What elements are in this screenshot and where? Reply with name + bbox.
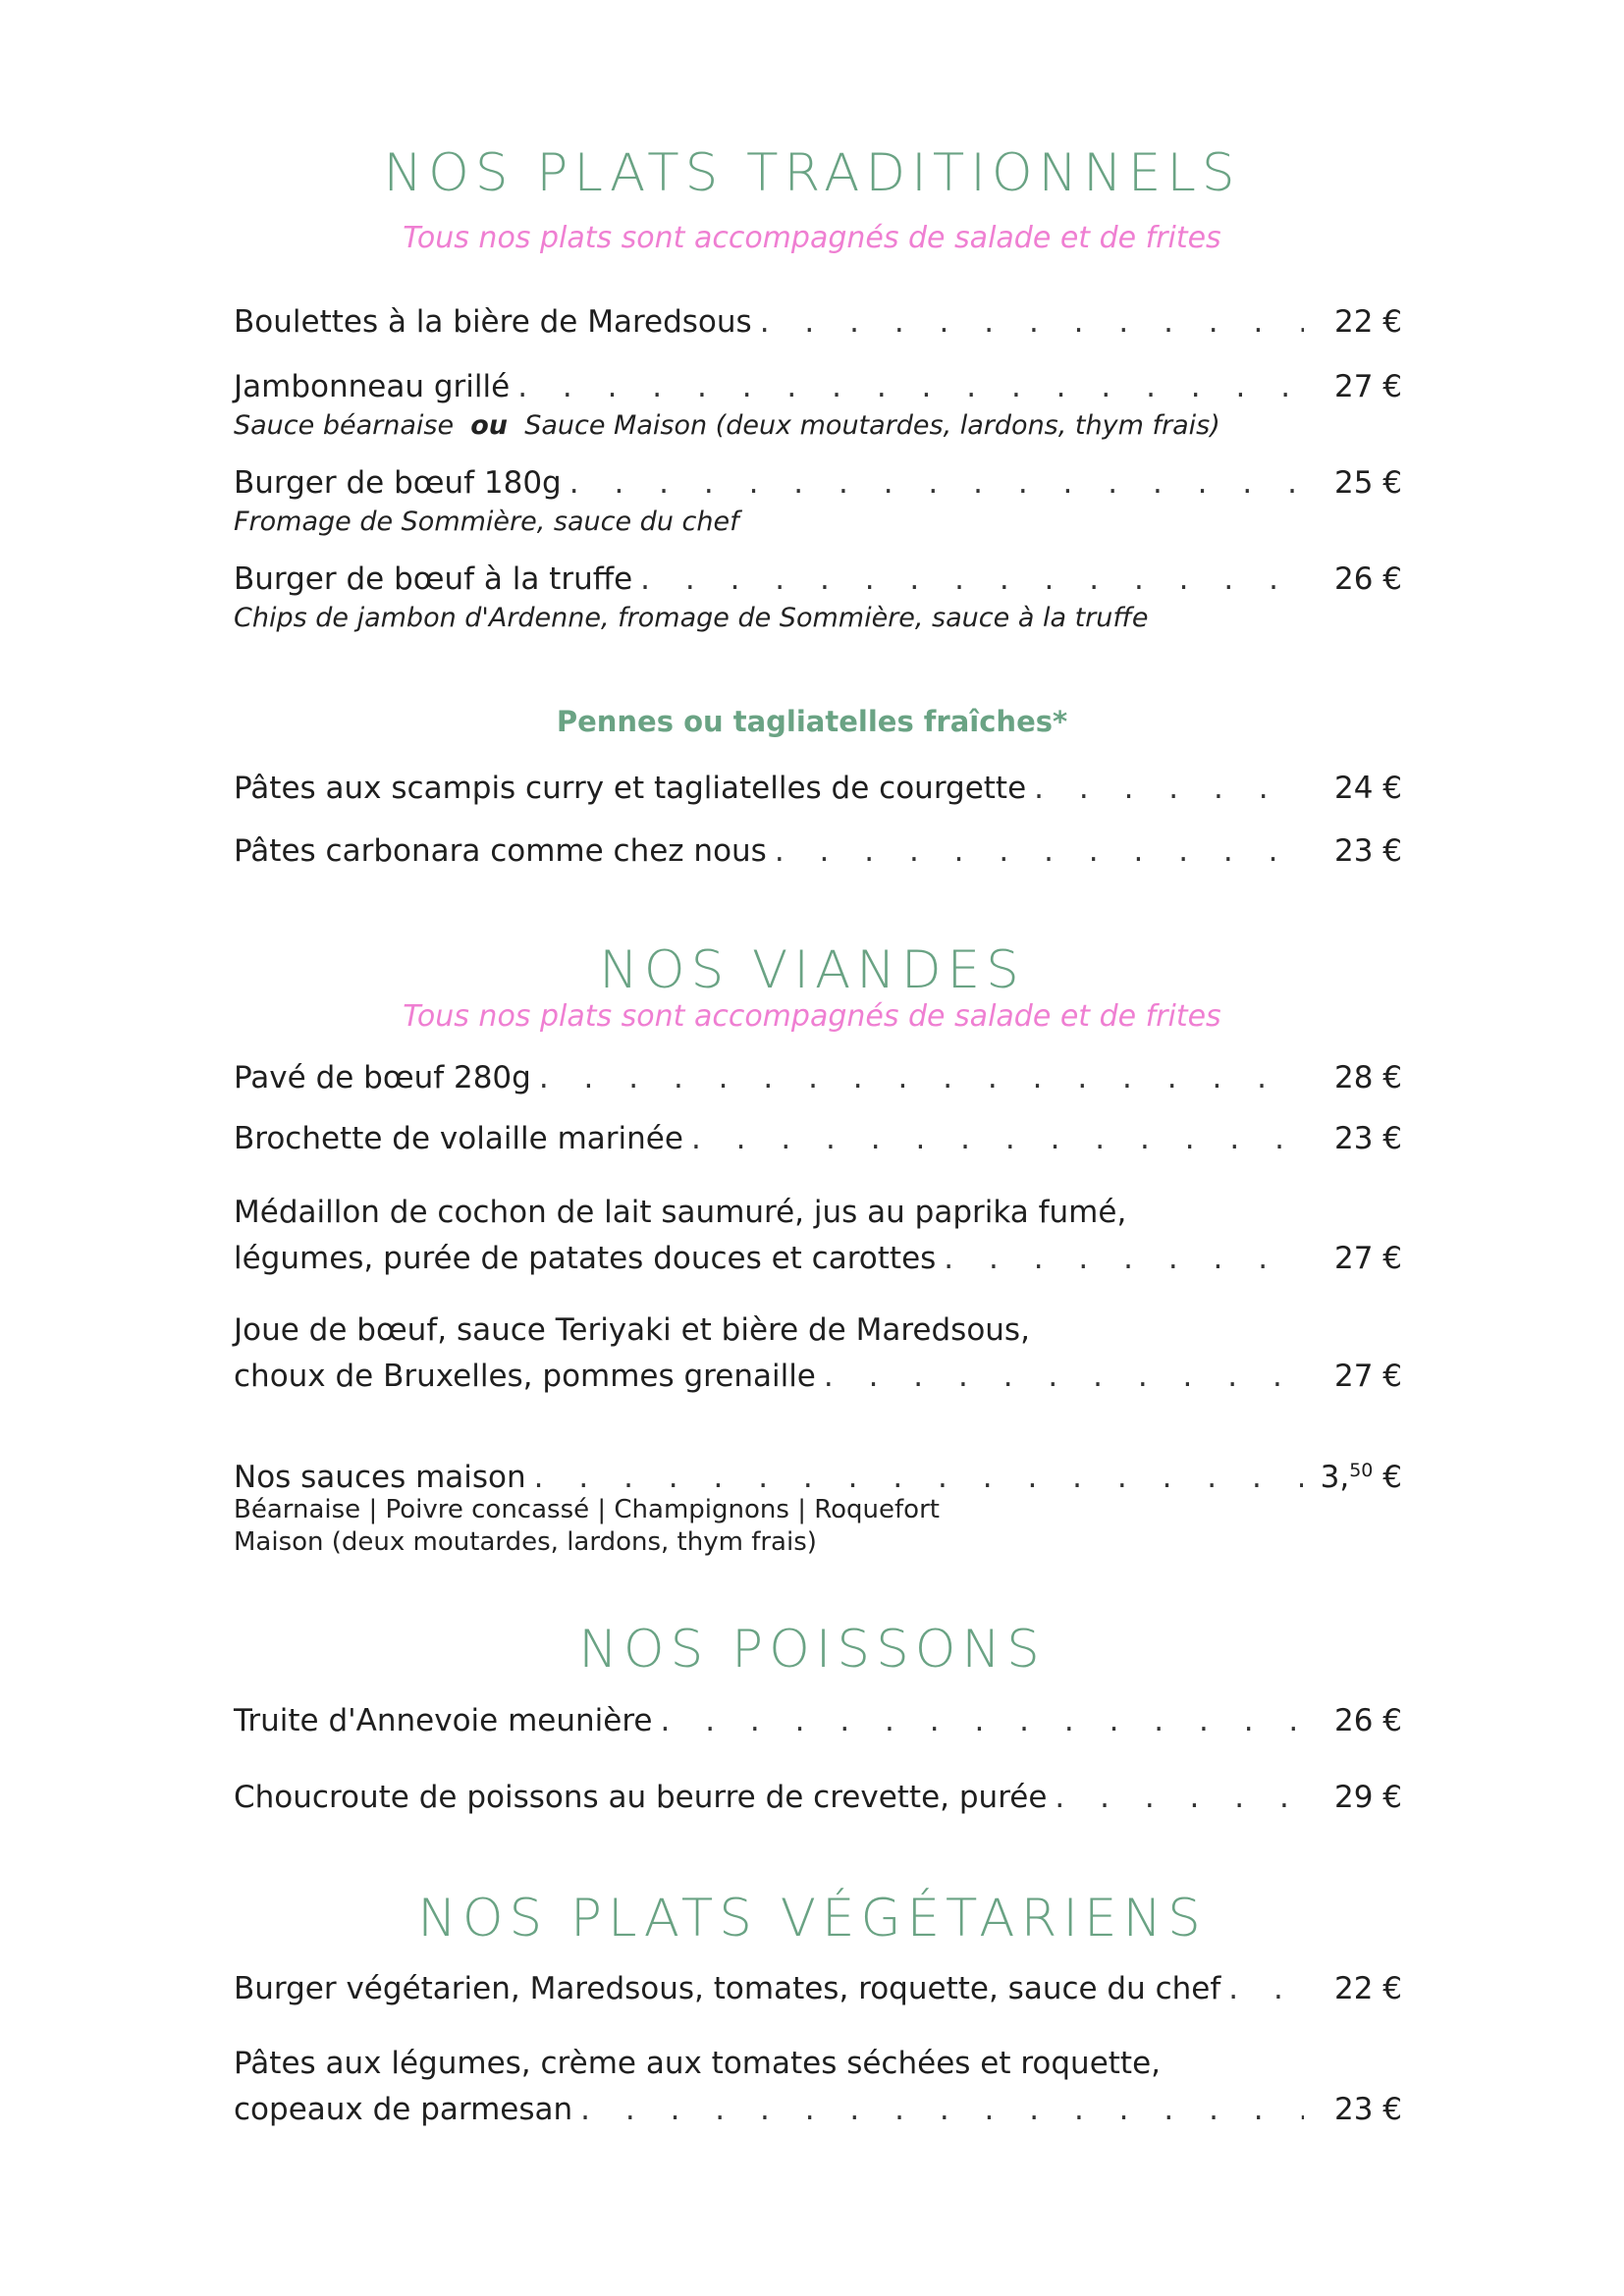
dot-leader — [660, 1698, 1304, 1744]
section-title-traditionnels: NOS PLATS TRADITIONNELS — [383, 143, 1241, 203]
sauces-list: Béarnaise | Poivre concassé | Champignons | Roquefort — [234, 1495, 940, 1524]
dot-leader — [539, 1055, 1304, 1101]
menu-item-name: Boulettes à la bière de Maredsous — [234, 304, 752, 340]
menu-item-name: copeaux de parmesan — [234, 2092, 573, 2127]
menu-item-name-line1: Médaillon de cochon de lait saumuré, jus au paprika fumé, — [234, 1195, 1127, 1230]
menu-item-price: 22 € — [1333, 1971, 1402, 2006]
menu-item-name: Brochette de volaille marinée — [234, 1121, 683, 1156]
menu-item-price — [1321, 1448, 1402, 1501]
menu-item-price: 23 € — [1333, 2092, 1402, 2127]
section-subtitle-traditionnels: Tous nos plats sont accompagnés de salade et de frites — [403, 221, 1221, 255]
menu-item-name: Burger végétarien, Maredsous, tomates, roquette, sauce du chef — [234, 1971, 1221, 2006]
menu-item-name: Burger de bœuf à la truffe — [234, 561, 633, 597]
section-title-poissons: NOS POISSONS — [578, 1620, 1046, 1680]
menu-item-name: Burger de bœuf 180g — [234, 465, 562, 501]
menu-item-name: Nos sauces maison — [234, 1460, 526, 1495]
dot-leader — [775, 828, 1304, 875]
dot-leader — [1034, 766, 1304, 812]
menu-item — [234, 1698, 1402, 1744]
menu-item — [234, 1116, 1402, 1162]
menu-item — [234, 299, 1402, 346]
dot-leader — [580, 2087, 1304, 2133]
menu-item-price: 27 € — [1333, 369, 1402, 404]
description-or: ou — [470, 410, 509, 441]
menu-item-price: 22 € — [1333, 304, 1402, 340]
menu-item-description — [234, 410, 1402, 441]
menu-item — [234, 1308, 1402, 1400]
menu-item — [234, 460, 1402, 537]
menu-item — [234, 1190, 1402, 1282]
dot-leader — [1055, 1775, 1304, 1821]
menu-item-description: Fromage de Sommière, sauce du chef — [234, 507, 739, 537]
menu-item-price: 24 € — [1333, 771, 1402, 806]
menu-item-price: 27 € — [1333, 1359, 1402, 1394]
menu-item-price: 23 € — [1333, 833, 1402, 869]
dot-leader — [944, 1236, 1304, 1282]
menu-item-name: Truite d'Annevoie meunière — [234, 1703, 653, 1738]
dot-leader — [1228, 1966, 1304, 2012]
description-part: Sauce Maison (deux moutardes, lardons, thym frais) — [524, 410, 1220, 441]
price-main: 3, — [1320, 1460, 1350, 1495]
menu-item-name: Pâtes carbonara comme chez nous — [234, 833, 767, 869]
menu-item-name-line1: Joue de bœuf, sauce Teriyaki et bière de Maredsous, — [234, 1312, 1030, 1348]
dot-leader — [691, 1116, 1304, 1162]
menu-item-name: Pâtes aux scampis curry et tagliatelles de courgette — [234, 771, 1027, 806]
menu-item-price: 28 € — [1333, 1060, 1402, 1095]
dot-leader — [824, 1354, 1304, 1400]
menu-item — [234, 364, 1402, 441]
menu-item-name: Pavé de bœuf 280g — [234, 1060, 531, 1095]
menu-item — [234, 557, 1402, 633]
menu-item-description: Chips de jambon d'Ardenne, fromage de Sommière, sauce à la truffe — [234, 603, 1149, 633]
dot-leader — [569, 460, 1304, 507]
menu-item — [234, 828, 1402, 875]
menu-item — [234, 1775, 1402, 1821]
description-part: Sauce béarnaise — [234, 410, 455, 441]
menu-item-name-line1: Pâtes aux légumes, crème aux tomates séchées et roquette, — [234, 2046, 1162, 2081]
dot-leader — [760, 299, 1304, 346]
price-cents: 50 — [1349, 1460, 1374, 1481]
section-subtitle-viandes: Tous nos plats sont accompagnés de salade et de frites — [403, 999, 1221, 1034]
dot-leader — [640, 557, 1304, 603]
menu-item — [234, 1055, 1402, 1101]
menu-item-name: choux de Bruxelles, pommes grenaille — [234, 1359, 816, 1394]
pasta-heading: Pennes ou tagliatelles fraîches* — [556, 705, 1068, 738]
menu-item-price: 29 € — [1333, 1780, 1402, 1815]
section-title-viandes: NOS VIANDES — [599, 940, 1025, 1000]
menu-item-name: légumes, purée de patates douces et carottes — [234, 1241, 937, 1276]
section-title-vegetariens: NOS PLATS VÉGÉTARIENS — [417, 1889, 1207, 1949]
menu-item-price: 27 € — [1333, 1241, 1402, 1276]
menu-item-price: 23 € — [1333, 1121, 1402, 1156]
sauces-maison-desc: Maison (deux moutardes, lardons, thym frais) — [234, 1527, 817, 1557]
menu-item — [234, 2041, 1402, 2133]
menu-item — [234, 1966, 1402, 2012]
menu-item-price: 26 € — [1333, 1703, 1402, 1738]
dot-leader — [517, 364, 1304, 410]
menu-item-name: Jambonneau grillé — [234, 369, 511, 404]
menu-item-name: Choucroute de poissons au beurre de crevette, purée — [234, 1780, 1048, 1815]
menu-item — [234, 766, 1402, 812]
menu-item-price: 25 € — [1333, 465, 1402, 501]
menu-item-price: 26 € — [1333, 561, 1402, 597]
menu-item-sauces — [234, 1448, 1402, 1559]
price-unit: € — [1382, 1460, 1402, 1495]
